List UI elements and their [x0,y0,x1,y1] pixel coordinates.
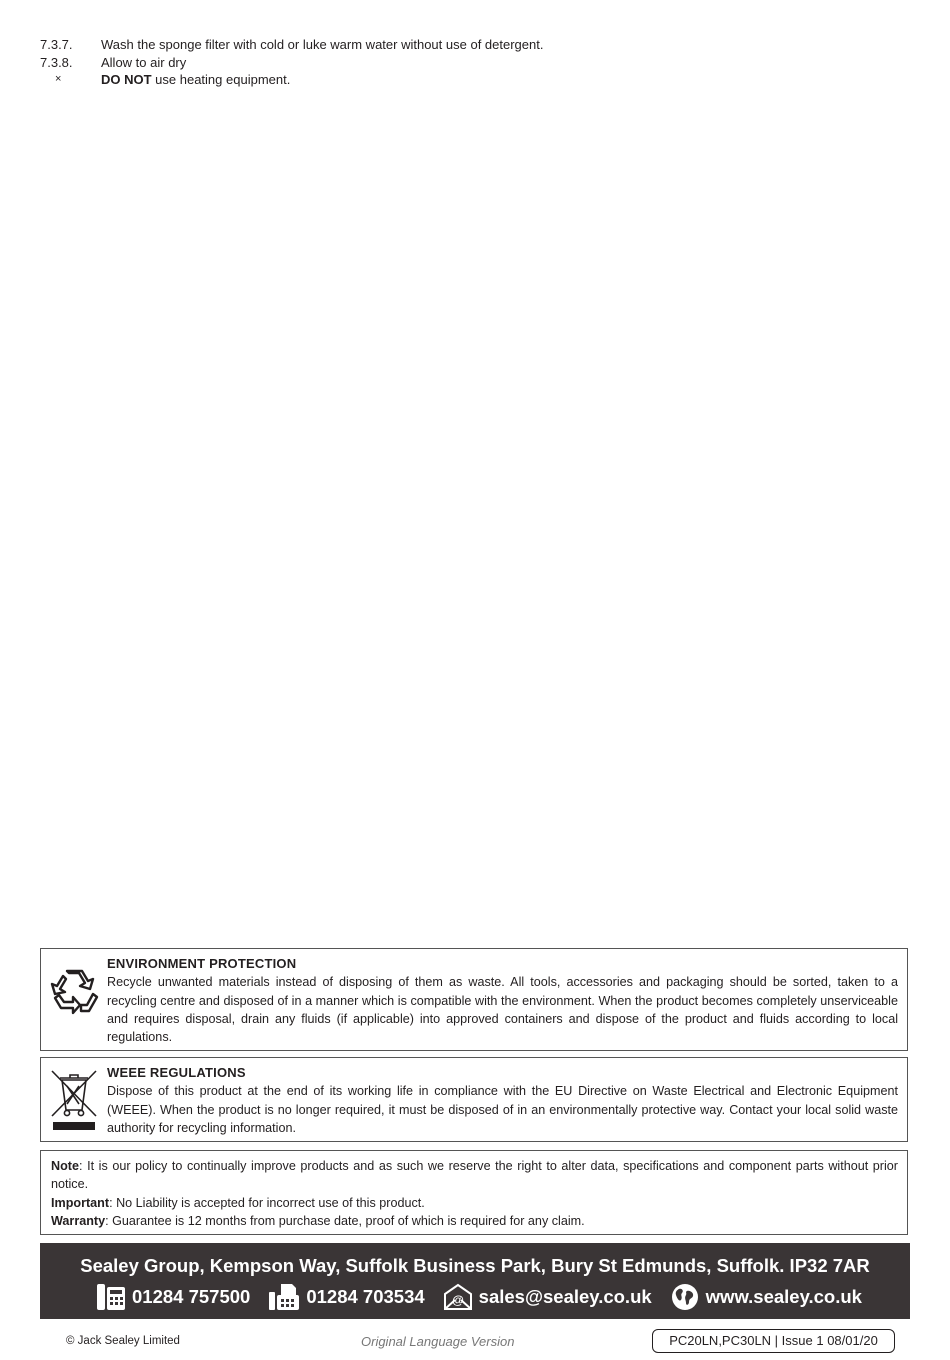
svg-text:@: @ [451,1293,464,1307]
crossed-bin-icon [49,1066,99,1136]
policy-note-box [40,1150,908,1235]
weee-text [107,1064,898,1137]
phone-contact [96,1283,250,1311]
issue-badge: PC20LN,PC30LN | Issue 1 08/01/20 [652,1329,895,1353]
warranty-line [51,1212,898,1230]
globe-icon [670,1282,700,1312]
important-label: Important [51,1195,110,1210]
step-item [40,71,543,89]
weee-heading: WEEE REGULATIONS [107,1065,246,1080]
website-address[interactable]: www.sealey.co.uk [705,1286,862,1307]
phone-number: 01284 757500 [132,1286,251,1307]
maintenance-steps [40,36,543,89]
step-text [101,71,290,89]
step-item [40,54,543,72]
step-number: 7.3.8. [40,54,73,70]
environment-body: Recycle unwanted materials instead of disposing of them as waste. All tools, accessories and packaging should be sorted, taken to a recycling centre and disposed of in a manner which is compatible with the environment. When the product becomes completely unserviceable and requires disposal, drain any fluids (if applicable) into approved containers and dispose of the product and fluids according to local regulations. [107,975,898,1045]
recycle-icon [49,957,99,1027]
email-contact[interactable] [443,1283,652,1311]
environment-protection-box [40,948,908,1051]
contact-details [96,1281,880,1313]
environment-heading: ENVIRONMENT PROTECTION [107,956,297,971]
phone-icon [96,1283,126,1311]
important-line [51,1194,898,1212]
email-address[interactable]: sales@sealey.co.uk [478,1286,652,1307]
weee-body: Dispose of this product at the end of its working life in compliance with the EU Directive on Waste Electrical and Electronic Equipment (WEEE). When the product is no longer required, it must be disposed of in an environmentally protective way. Contact your local solid waste authority for recycling information. [107,1084,898,1135]
company-address: Sealey Group, Kempson Way, Suffolk Business Park, Bury St Edmunds, Suffolk. IP32 7AR [80,1255,870,1276]
step-text: Allow to air dry [101,54,187,70]
note-label: Note [51,1159,79,1173]
fax-number: 01284 703534 [306,1286,425,1307]
policy-text [51,1157,898,1230]
note-text: : It is our policy to continually improve products and as such we reserve the right to alter data, specifications and component parts without prior notice. [51,1159,898,1192]
warning-emphasis: DO NOT [101,72,152,87]
fax-icon [268,1283,300,1311]
step-text: Wash the sponge filter with cold or luke warm water without use of detergent. [101,37,544,52]
contact-banner [40,1243,910,1319]
email-icon [443,1283,473,1311]
warning-text: use heating equipment. [151,72,291,87]
web-contact[interactable] [670,1282,862,1312]
fax-contact [268,1283,424,1311]
note-line [51,1157,898,1194]
warranty-text: : Guarantee is 12 months from purchase date, proof of which is required for any claim. [105,1213,585,1228]
important-text: : No Liability is accepted for incorrect use of this product. [109,1195,425,1210]
step-item [40,36,543,54]
environment-text [107,955,898,1046]
copyright-text: © Jack Sealey Limited [66,1335,180,1347]
language-version: Original Language Version [361,1334,515,1349]
warranty-label: Warranty [51,1213,106,1228]
step-number: 7.3.7. [40,37,73,52]
weee-regulations-box [40,1057,908,1142]
cross-icon: × [55,73,62,85]
